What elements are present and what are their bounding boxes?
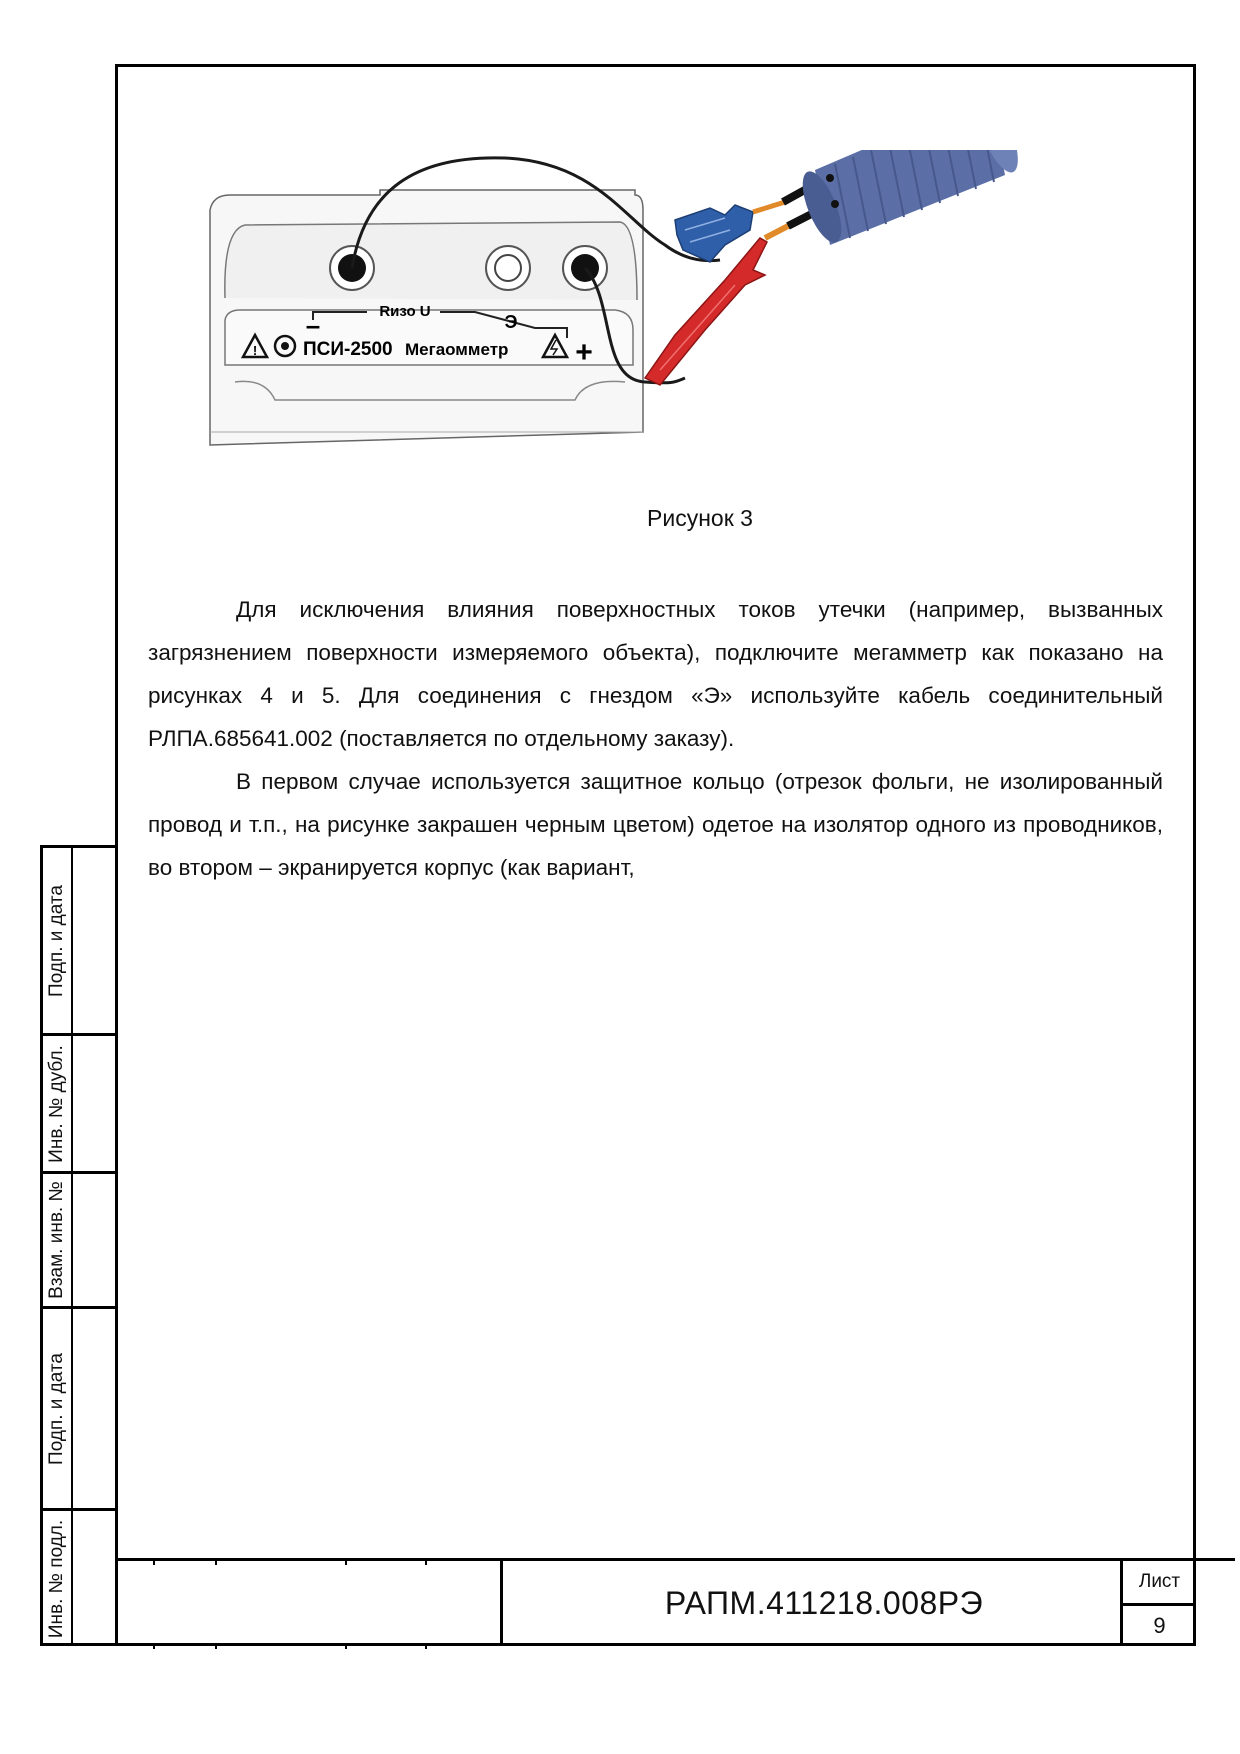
paragraph: Для исключения влияния поверхностных токов утечки (например, вызванных загрязнением поверхности измеряемого объекта), подключите мегамметр как показано на рисунках 4 и 5. Для соединения с гнездом «Э» используйте кабель соединительный РЛПА.685641.002 (поставляется по отдельному заказу). [148,597,1163,751]
terminal-plus: + [575,336,593,369]
sheet-number: 9 [1153,1613,1166,1638]
terminal-minus: – [305,310,321,340]
sheet-cell [1120,1558,1196,1646]
blue-clip [675,205,753,262]
body-text [148,588,1163,889]
megohmmeter-connection-figure [205,150,1135,460]
stamp-cell-orig-inv [43,1511,115,1646]
stamp-label: Инв. № подл. [46,1519,67,1638]
insulated-object [795,150,1026,247]
stamp-label: Подп. и дата [46,884,67,997]
stamp-label: Подп. и дата [46,1352,67,1465]
terminal-e: Э [504,312,518,332]
device-subtitle: Мегаомметр [405,340,509,359]
device-model-label: ПСИ-2500 [303,339,393,360]
socket-e [486,246,530,290]
sheet-label: Лист [1123,1561,1196,1606]
title-block-signatures [115,1558,500,1646]
stamp-label: Инв. № дубл. [46,1044,67,1163]
title-block [115,1558,1196,1646]
stamp-cell-replace-inv [43,1174,115,1309]
doc-number: РАПМ.411218.008РЭ [664,1585,984,1621]
paragraph: В первом случае используется защитное кольцо (отрезок фольги, не изолированный провод и т.п., на рисунке закрашен черным цветом) одетое на изолятор одного из проводников, во втором – экранируется корпус (как вариант, [148,769,1163,880]
side-stamp [40,845,115,1646]
stamp-cell-sign-date-1 [43,848,115,1036]
figure-caption: Рисунок 3 [647,505,753,531]
orange-tip-2 [765,225,790,238]
stamp-cell-dup-inv [43,1036,115,1174]
stamp-label: Взам. инв. № [46,1181,67,1299]
terminal-riso: Rизо U [379,303,431,320]
svg-text:!: ! [252,343,258,358]
stamp-cell-sign-date-2 [43,1309,115,1511]
orange-tip [753,202,785,212]
